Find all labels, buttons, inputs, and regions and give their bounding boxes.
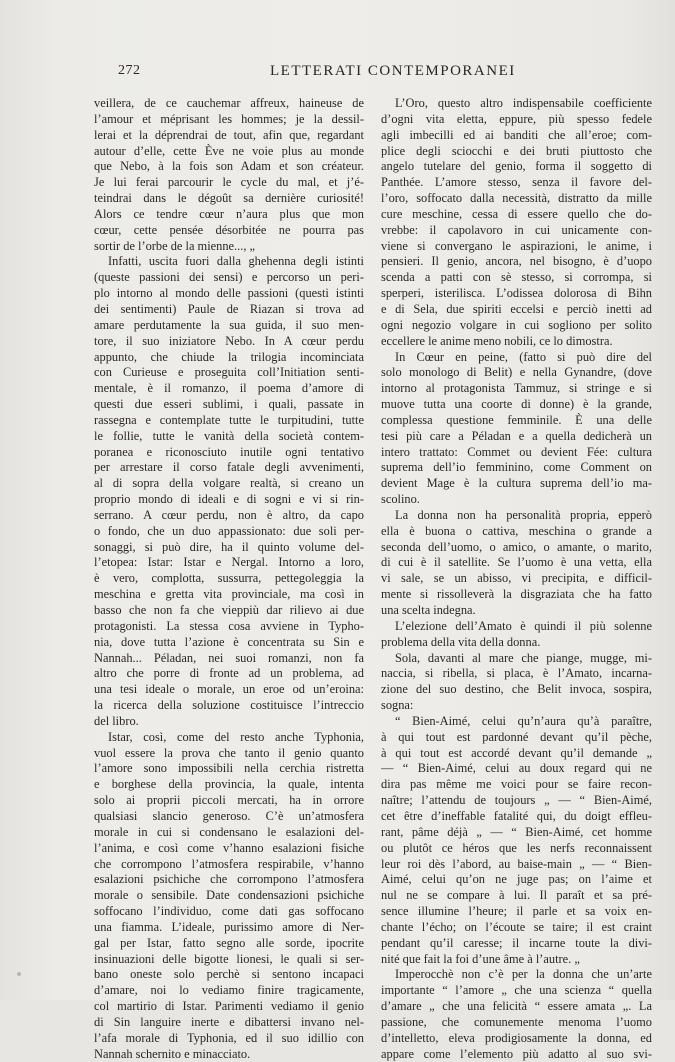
text-line: altro che porre di fronte ad un problema, ad [94,666,364,681]
text-line: l’etopea: Istar: Istar e Nergal. Intorno a loro, [94,555,364,570]
text-line: solo monologo di Belit) e nella Gynandre, (dove [381,365,652,380]
text-line: scenda a patti con sè stesso, si corrompa, si [381,270,652,285]
text-line: soffocano l’individuo, come dati gas soffocano [94,904,364,919]
text-line: è vero, complotta, sussurra, pettegoleggia la [94,571,364,586]
text-line: pensieri. Il genio, ancora, nel bisogno, è d’uopo [381,254,652,269]
text-line: mentale, è il romanzo, il poema d’amore di [94,381,364,396]
text-line: la ricerca della soluzione costituisce l’intreccio [94,698,364,713]
text-line: una scelta indegna. [381,603,476,617]
text-line: con Curieuse e proseguita coll’Initiation senti- [94,365,364,380]
text-line: lerai et la déprendrai de tout, afin que, regardant [94,127,364,142]
text-line: problema della vita della donna. [381,634,541,649]
text-line: una fiamma. L’ideale, purissimo amore di Ner- [94,919,364,934]
text-line: La donna non ha personalità propria, epperò [395,507,652,522]
text-line: le follie, tutte le vanità della società contem- [94,428,364,443]
text-line: e borghese della provincia, la quale, intenta [94,777,364,792]
text-line: chante l’écho; on l’écoute se taire; il est craint [381,919,652,934]
text-line: cœur, cette pensée désorbitée ne pourra pas [94,222,364,237]
left-text-column [94,96,364,1062]
text-line: eccellere le anime meno nobili, ce lo dimostra. [381,333,613,348]
text-line: bano oneste solo perchè si sentono incapaci [94,967,364,982]
text-line: l’amour et méprisant les hommes; je la dessil- [94,111,364,126]
text-line: L’elezione dell’Amato è quindi il più solenne [395,618,652,633]
text-line: leur roi dès l’abord, au baise-main „ — “ Bien- [381,856,652,871]
text-line: sonaggi, si può dire, ha il quinto volume del- [94,539,364,554]
text-line: seconda dell’uomo, o amico, o amante, o marito, [381,539,652,554]
text-line: ella è buona o cattiva, meschina o grande a [381,523,652,538]
text-line: d’amare, noi lo vediamo finire tragicamente, [94,983,364,998]
text-line: Je lui ferai parcourir le cycle du mal, et j’é- [94,175,364,190]
text-line: sogna: [381,698,414,713]
text-line: In Cœur en peine, (fatto si può dire del [395,349,652,364]
text-line: cure meschine, cessa di essere quello che do- [381,206,652,221]
text-line: amare perdutamente la sua guida, il suo men- [94,317,364,332]
text-line: gal per Istar, fatto segno alle sorde, ipocrite [94,935,364,950]
page-speck [17,972,21,976]
text-line: poranea e riconosciuto inutile ogni tentativo [94,444,364,459]
text-line: dei sentimenti) Paule de Riazan si trova ad [94,301,364,316]
text-line: morale in cui si condensano le esalazioni del- [94,824,364,839]
text-line: col martirio di Istar. Parimenti vediamo il genio [94,999,364,1014]
text-line: Istar, così, come del resto anche Typhonia, [108,729,364,744]
running-title: LETTERATI CONTEMPORANEI [270,63,516,79]
text-line: cet être d’ineffable fatalité qui, du doigt effleu- [381,808,652,823]
page-header [118,63,655,83]
page-number: 272 [118,63,141,78]
text-line: rant, pâme déjà „ — “ Bien-Aimé, cet homme [381,824,652,839]
text-line: viene si convergano le aspirazioni, le anime, i [381,238,652,253]
text-line: appunto, che chiude la trilogia incominciata [94,349,364,364]
text-line: naccia, si ribella, si placa, è l’Amato, incarna- [381,666,652,681]
text-line: passione, che comunemente menoma l’uomo [381,1014,652,1029]
text-line: sence illumine l’heure; il parle et sa voix en- [381,904,652,919]
text-line: tore, il suo iniziatore Nebo. In A cœur perdu [94,333,364,348]
text-line: l’anima, e così come v’hanno esalazioni fisiche [94,840,364,855]
text-line: L’Oro, questo altro indispensabile coefficiente [395,96,652,110]
text-line: mente si rissolleverà la disgraziata che ha fatto [381,587,652,602]
text-line: al di sopra della volgare realtà, si creano un [94,476,364,491]
text-line: nul ne se compare à lui. Il paraît et sa pré- [381,888,652,903]
text-line: angelo tutelare del genio, forma il soggetto di [381,159,652,174]
text-line: qualsiasi slancio generoso. C’è un’atmosfera [94,808,364,823]
text-line: l’amore sono impossibili nella cerchia ristretta [94,761,364,776]
text-line: complessa questione femminile. È una delle [381,412,652,427]
text-line: autour d’elle, cette Ève ne voie plus au monde [94,143,364,158]
text-line: à qui tout est pardonné devant qu’il pèche, [381,729,652,744]
text-line: agli imbecilli ed ai banditi che all’eroe; com- [381,127,652,142]
text-line: Infatti, uscita fuori dalla ghehenna degli istinti [108,254,364,269]
text-line: nité que fait la foi d’une âme à l’autre. „ [381,951,580,966]
text-line: zione del suo destino, che Belit invoca, sospira, [381,682,652,697]
text-line: (queste passioni dei sensi) e percorso un peri- [94,270,364,285]
text-line: pendant qu’il caresse; il incarne toute la divi- [381,935,652,950]
text-line: questi due esseri sublimi, i quali, passate in [94,397,364,412]
text-line: ou plutôt ce héros que les nerfs reconnaissent [381,840,652,855]
text-line: — “ Bien-Aimé, celui au doux regard qui ne [381,761,652,776]
text-line: protagonisti. La stessa cosa avviene in Typho- [94,618,364,633]
text-line: serrano. A cœur perdu, non è altro, da capo [94,507,364,522]
text-line: Panthée. L’amore stesso, senza il favore del- [381,175,652,190]
text-line: per arrestare il corso fatale degli avvenimenti, [94,460,364,475]
text-line: meschina e gretta vita provinciale, ma così in [94,587,364,602]
text-line: “ Bien-Aimé, celui qu’n’aura qu’à paraître, [395,713,652,728]
text-line: di cui è il satellite. Se l’uomo è una vetta, ella [381,555,652,570]
text-line: che corrompono l’atmosfera respirabile, v’hanno [94,856,364,871]
text-line: Alors ce tendre cœur n’aura plus que mon [94,206,364,221]
text-line: morale o sensibile. Date condensazioni psichiche [94,888,364,903]
text-line: d’ogni vita eletta, eppure, più spesso fedele [381,111,652,126]
text-line: appare come l’elemento più adatto al suo svi- [381,1046,652,1061]
text-line: vrebbe: il capolavoro in cui unicamente con- [381,222,652,237]
text-line: basso che non fa che vieppiù dar rilievo ai due [94,603,364,617]
text-line: intorno al protagonista Tammuz, si stringe e si [381,381,652,396]
text-line: veillera, de ce cauchemar affreux, haineuse de [94,96,364,110]
text-line: sortir de l’orbe de la mienne..., „ [94,238,256,253]
text-line: esalazioni psichiche che corrompono l’atmosfera [94,872,364,887]
text-line: vuol essere la prova che tanto il genio quanto [94,745,364,760]
text-line: d’amare „ che una felicità “ essere amata „. La [381,999,652,1014]
text-line: Nannah... Péladan, nei suoi romanzi, non fa [94,650,364,665]
text-line: scolino. [381,492,420,507]
text-line: plice degli sciocchi e dei bruti piuttosto che [381,143,652,158]
text-line: dira pas même me voici pour se faire recon- [381,777,652,792]
text-line: l’afa morale di Typhonia, ed il suo idillio con [94,1030,364,1045]
text-line: di Sin languire inerte e dibattersi invano nel- [94,1014,364,1029]
text-line: importante “ l’amore „ che una scienza “ quella [381,983,652,998]
text-line: intero trattato: Commet ou devient Fée: cultura [381,444,652,459]
text-line: rassegna e contemplate tutte le turpitudini, tutte [94,412,364,427]
text-line: muove tutta una coorte di donne) è la grande, [381,397,652,412]
text-line: devient Mage è la cultura suprema dell’io ma- [381,476,652,491]
text-line: que Nebo, à la fois son Adam et son créateur. [94,159,364,174]
text-line: suprema dell’io femminino, come Comment on [381,460,652,475]
text-line: naître; l’attendu de toujours „ — “ Bien-Aimé, [381,793,652,808]
text-line: l’oro, soffocato dalla necessità, distratto da mille [381,191,652,206]
text-line: nia, dove tutta l’azione è concentrata su Sin e [94,634,364,649]
text-line: plo intorno al mondo delle passioni (questi istinti [94,286,364,301]
text-line: teindrai dans le dégoût sa dernière curiosité! [94,191,364,206]
text-line: vi sale, se un abisso, vi precipita, e difficil- [381,571,652,586]
text-line: e di Sela, due spiriti eccelsi e perciò inetti ad [381,301,652,316]
text-line: del libro. [94,713,139,728]
text-line: o fondo, che un duo appassionato: due soli per- [94,523,364,538]
text-line: à qui tout est accordé devant qu’il demande „ [381,745,652,760]
text-line: sperperi, isterilisca. L’odissea dolorosa di Bihn [381,286,652,301]
text-line: Aimé, celui qu’on ne juge pas; on l’aime et [381,872,652,887]
text-line: insinuazioni delle bigotte lionesi, le quali si ser- [94,951,364,966]
right-text-column [381,96,652,1062]
text-line: ogni negozio volgare in cui sogliono per solito [381,317,652,332]
text-line: tesi più care a Péladan e a quella dedicherà un [381,428,652,443]
text-line: solo ai proprii piccoli mercati, ha in orrore [94,793,364,808]
text-line: proprio mondo di ideali e di sogni e vi si rin- [94,492,364,507]
text-line: una tesi ideale o morale, un eroe od un’eroina: [94,682,364,697]
text-line: d’intelletto, eleva prodigiosamente la donna, ed [381,1030,652,1045]
text-line: Imperocchè non c’è per la donna che un’arte [395,967,652,982]
text-line: Nannah schernito e minacciato. [94,1046,251,1061]
text-line: Sola, davanti al mare che piange, mugge, mi- [395,650,652,665]
